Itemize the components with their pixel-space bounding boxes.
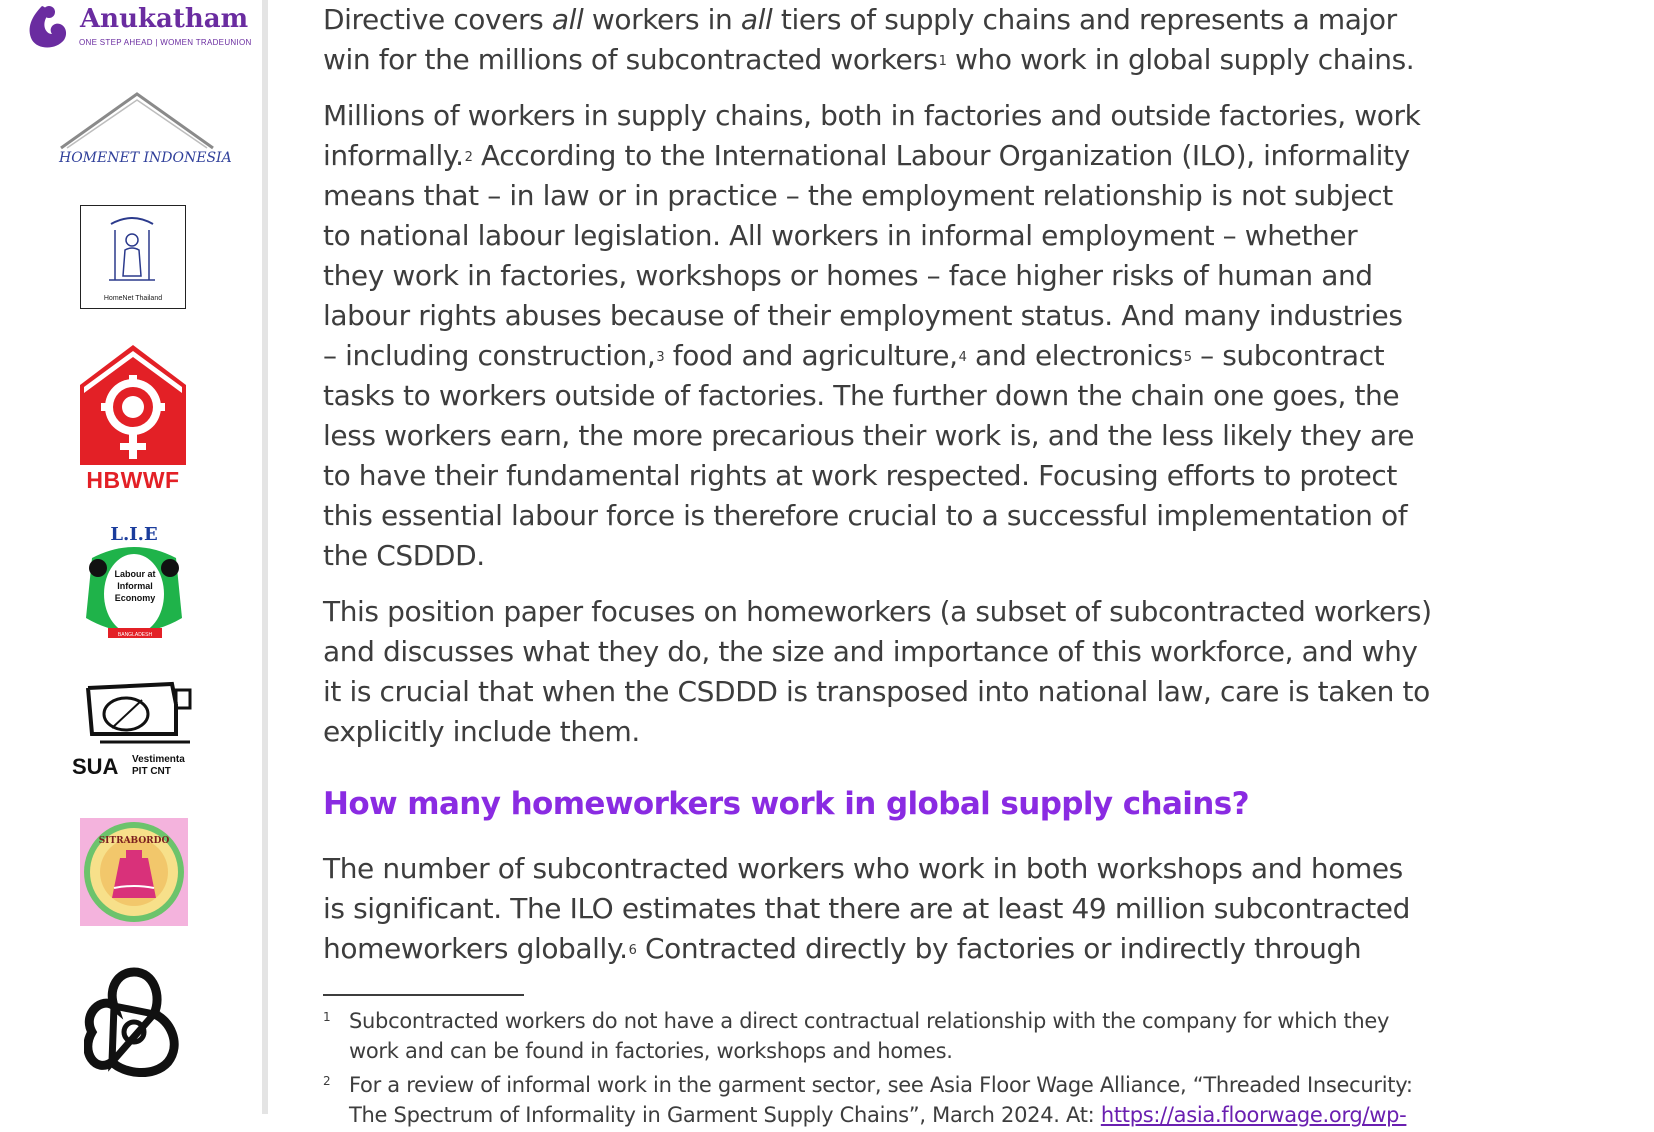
footnote-ref[interactable]: 6 <box>628 943 637 958</box>
position-paper-paragraph <box>323 592 1432 752</box>
text-line: – including construction,$^3$ food and agriculture,$^4$ and electronics$^5$ – subcontract <box>323 339 1385 372</box>
gear-venus-house-icon <box>80 345 186 465</box>
sua-sublabel: Vestimenta PIT CNT <box>132 754 185 777</box>
homenet-thailand-logo <box>80 205 186 309</box>
text-line: to have their fundamental rights at work respected. Focusing efforts to protect <box>323 459 1397 492</box>
footnote-ref[interactable]: 5 <box>1183 350 1192 365</box>
footnote-ref[interactable]: 2 <box>464 150 473 165</box>
text-line: explicitly include them. <box>323 715 640 748</box>
text-line: Directive covers all workers in all tiers of supply chains and represents a major <box>323 3 1397 36</box>
text-line: this essential labour force is therefore crucial to a successful implementation of <box>323 499 1408 532</box>
lie-country: BANGLADESH <box>117 632 153 638</box>
sewing-machine-icon <box>72 680 202 752</box>
homenet-indonesia-label: HOMENET INDONESIA <box>59 150 232 166</box>
text-line: The number of subcontracted workers who work in both workshops and homes <box>323 852 1403 885</box>
sua-label: SUA <box>72 754 119 779</box>
footnote-link[interactable]: https://asia.floorwage.org/wp- <box>1100 1103 1407 1127</box>
text-line: labour rights abuses because of their employment status. And many industries <box>323 299 1403 332</box>
text-line: means that – in law or in practice – the employment relationship is not subject <box>323 179 1393 212</box>
text-line: win for the millions of subcontracted workers$^1$ who work in global supply chains. <box>323 43 1415 76</box>
footnote-item <box>323 1006 1443 1068</box>
footnote-item <box>323 1070 1443 1132</box>
anukatham-wordmark: Anukatham <box>80 4 249 34</box>
partner-logos-sidebar <box>0 0 262 1114</box>
text-line: is significant. The ILO estimates that there are at least 49 million subcontracted <box>323 892 1411 925</box>
text-line: This position paper focuses on homeworkers (a subset of subcontracted workers) <box>323 595 1432 628</box>
text-line: less workers earn, the more precarious their work is, and the less likely they are <box>323 419 1415 452</box>
homeworkers-count-paragraph <box>323 849 1410 969</box>
hbwwf-label: HBWWF <box>86 467 180 493</box>
house-roof-icon <box>55 90 220 152</box>
text-line: Millions of workers in supply chains, both in factories and outside factories, work <box>323 99 1421 132</box>
footnote-ref[interactable]: 1 <box>938 54 947 69</box>
sitrabordo-label: SITRABORDO <box>98 836 170 846</box>
hbwwf-logo <box>80 345 186 491</box>
text-line: they work in factories, workshops or homes – face higher risks of human and <box>323 259 1373 292</box>
informality-paragraph <box>323 96 1420 576</box>
footnote-text: Subcontracted workers do not have a direct contractual relationship with the company for which they work and can be found in factories, workshops and homes. <box>349 1009 1390 1063</box>
footnote-ref[interactable]: 4 <box>958 350 967 365</box>
anukatham-logo <box>22 0 254 52</box>
lie-logo <box>78 522 190 644</box>
text-line: the CSDDD. <box>323 539 485 572</box>
footnote-ref[interactable]: 3 <box>656 350 665 365</box>
seated-woman-icon <box>81 210 184 290</box>
text-line: informally.$^2$ According to the International Labour Organization (ILO), informality <box>323 139 1410 172</box>
sitrabordo-logo <box>80 818 188 926</box>
footnote-number: 1 <box>323 1010 331 1024</box>
footnote-separator <box>323 994 524 996</box>
text-line: tasks to workers outside of factories. The further down the chain one goes, the <box>323 379 1400 412</box>
homenet-indonesia-logo <box>55 90 232 170</box>
anukatham-tagline: ONE STEP AHEAD | WOMEN TRADEUNION <box>79 38 252 47</box>
triangular-knot-logo <box>84 966 184 1086</box>
section-heading: How many homeworkers work in global supply chains? <box>323 786 1250 822</box>
text-line: it is crucial that when the CSDDD is transposed into national law, care is taken to <box>323 675 1430 708</box>
celtic-knot-icon <box>84 966 184 1086</box>
sua-vestimenta-logo <box>72 680 202 780</box>
lie-name: Labour at Informal Economy <box>114 569 156 603</box>
homenet-thailand-caption: HomeNet Thailand <box>103 295 163 302</box>
embroidered-dress-icon <box>80 818 188 926</box>
anukatham-emblem-icon <box>22 0 74 50</box>
footnote-number: 2 <box>323 1074 331 1088</box>
text-line: homeworkers globally.$^6$ Contracted directly by factories or indirectly through <box>323 932 1362 965</box>
intro-paragraph <box>323 0 1414 80</box>
text-line: and discusses what they do, the size and importance of this workforce, and why <box>323 635 1418 668</box>
text-line: to national labour legislation. All workers in informal employment – whether <box>323 219 1358 252</box>
sidebar-divider <box>262 0 268 1114</box>
footnote-text: For a review of informal work in the garment sector, see Asia Floor Wage Alliance, “Threaded Insecurity: The Spectrum of Informality in Garment Supply Chains”, March 2024. At: https://asia.floorwage.org/wp- <box>349 1073 1413 1127</box>
lie-acronym: L.I.E <box>110 524 158 545</box>
